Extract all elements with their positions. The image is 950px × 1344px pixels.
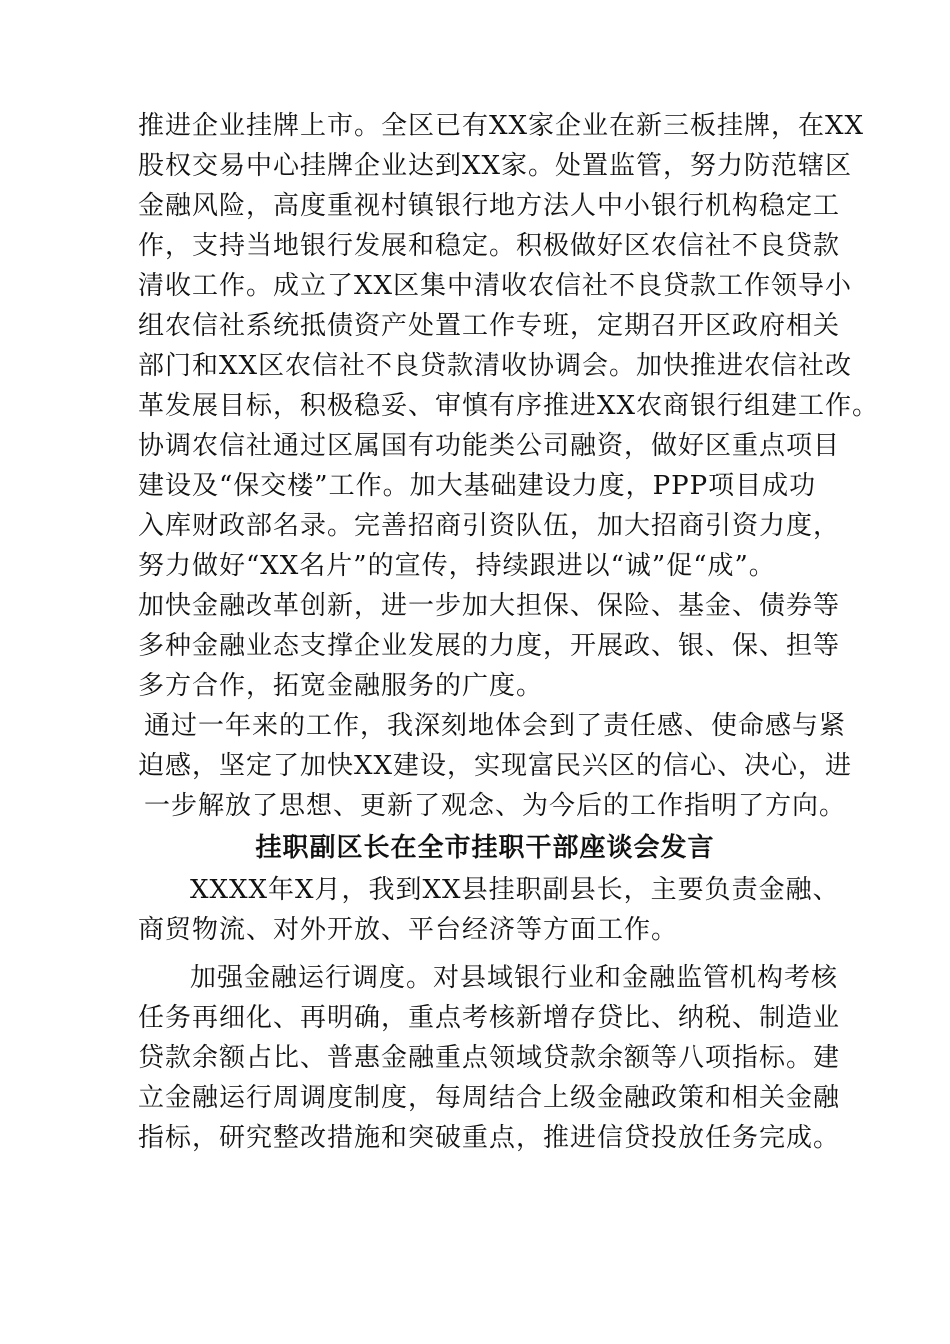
text-line: 股权交易中心挂牌企业达到XX家。处置监管，努力防范辖区 <box>138 151 853 181</box>
text-line: 商贸物流、对外开放、平台经济等方面工作。 <box>138 915 679 945</box>
text-line: 革发展目标，积极稳妥、审慎有序推进XX农商银行组建工作。 <box>138 391 880 421</box>
text-line: 多方合作，拓宽金融服务的广度。 <box>138 671 544 701</box>
text-line: 多种金融业态支撑企业发展的力度，开展政、银、保、担等 <box>138 631 841 661</box>
text-line: 努力做好“XX名片”的宣传，持续跟进以“诚”促“成”。 <box>138 551 776 581</box>
text-line: 迫感，坚定了加快XX建设，实现富民兴区的信心、决心，进 <box>138 751 853 781</box>
text-line: 金融风险，高度重视村镇银行地方法人中小银行机构稳定工 <box>138 191 841 221</box>
text-line: 加强金融运行调度。对县域银行业和金融监管机构考核 <box>190 963 839 993</box>
text-line: 贷款余额占比、普惠金融重点领域贷款余额等八项指标。建 <box>138 1043 841 1073</box>
paragraph-financial-work <box>138 106 880 706</box>
text-line: 任务再细化、再明确，重点考核新增存贷比、纳税、制造业 <box>138 1003 841 1033</box>
text-line: 指标，研究整改措施和突破重点，推进信贷投放任务完成。 <box>138 1123 841 1153</box>
paragraph-reflection <box>138 706 853 826</box>
text-line: 推进企业挂牌上市。全区已有XX家企业在新三板挂牌，在XX <box>138 111 865 141</box>
text-line: 清收工作。成立了XX区集中清收农信社不良贷款工作领导小 <box>138 271 853 301</box>
text-line: 组农信社系统抵债资产处置工作专班，定期召开区政府相关 <box>138 311 841 341</box>
text-line: 通过一年来的工作，我深刻地体会到了责任感、使命感与紧 <box>144 711 847 741</box>
document-page <box>138 106 880 1158</box>
text-line: 协调农信社通过区属国有功能类公司融资，做好区重点项目 <box>138 431 841 461</box>
text-line: 一步解放了思想、更新了观念、为今后的工作指明了方向。 <box>144 791 847 821</box>
section-heading: 挂职副区长在全市挂职干部座谈会发言 <box>255 833 715 863</box>
text-line: 立金融运行周调度制度，每周结合上级金融政策和相关金融 <box>138 1083 841 1113</box>
paragraph-spacer <box>138 950 818 958</box>
text-line: XXXX年X月，我到XX县挂职副县长，主要负责金融、 <box>190 875 840 905</box>
text-line: 建设及“保交楼”工作。加大基础建设力度，PPP项目成功 <box>138 471 817 501</box>
text-line: 入库财政部名录。完善招商引资队伍，加大招商引资力度， <box>138 511 841 541</box>
text-line: 作，支持当地银行发展和稳定。积极做好区农信社不良贷款 <box>138 231 841 261</box>
paragraph-introduction <box>138 870 840 950</box>
text-line: 部门和XX区农信社不良贷款清收协调会。加快推进农信社改 <box>138 351 853 381</box>
paragraph-finance-scheduling <box>138 958 841 1158</box>
text-line: 加快金融改革创新，进一步加大担保、保险、基金、债券等 <box>138 591 841 621</box>
